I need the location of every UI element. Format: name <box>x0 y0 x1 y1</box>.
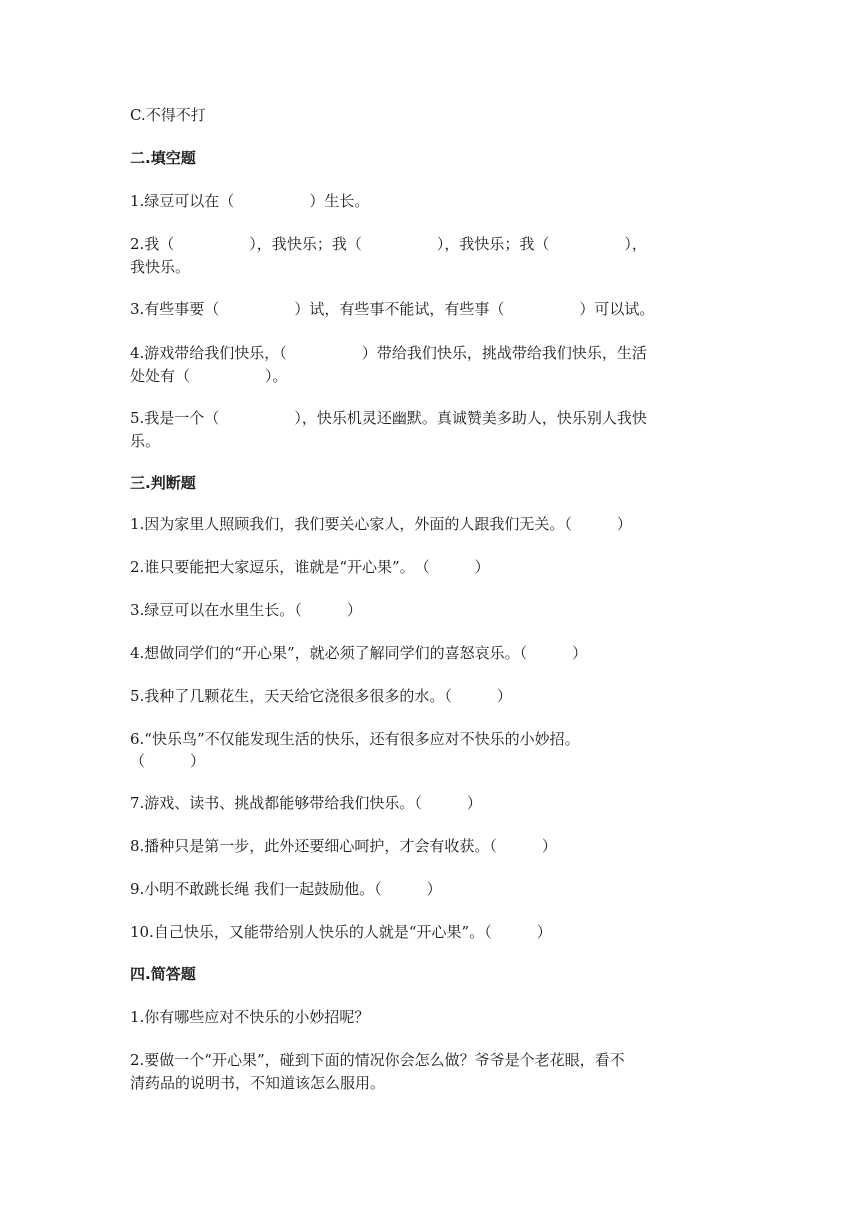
true-false-question-1: 1.因为家里人照顾我们，我们要关心家人，外面的人跟我们无关。（ ） <box>130 515 632 533</box>
true-false-question-9: 9.小明不敢跳长绳 我们一起鼓励他。（ ） <box>130 880 442 898</box>
true-false-question-3: 3.绿豆可以在水里生长。（ ） <box>130 601 362 619</box>
true-false-question-10: 10.自己快乐，又能带给别人快乐的人就是“开心果”。（ ） <box>130 923 552 941</box>
section-heading-short-answer: 四.简答题 <box>130 965 196 983</box>
fill-blank-question-4: 4.游戏带给我们快乐，（ ）带给我们快乐，挑战带给我们快乐，生活 <box>130 344 647 362</box>
fill-blank-question-2: 2.我（ ），我快乐；我（ ），我快乐；我（ ）， <box>130 235 647 253</box>
short-answer-question-2-cont: 清药品的说明书，不知道该怎么服用。 <box>130 1074 386 1092</box>
short-answer-question-1: 1.你有哪些应对不快乐的小妙招呢？ <box>130 1008 370 1026</box>
fill-blank-question-2-cont: 我快乐。 <box>130 258 191 276</box>
true-false-question-2: 2.谁只要能把大家逗乐，谁就是“开心果”。 （ ） <box>130 558 490 576</box>
true-false-question-8: 8.播种只是第一步，此外还要细心呵护，才会有收获。（ ） <box>130 837 557 855</box>
true-false-question-6: 6.“快乐鸟”不仅能发现生活的快乐，还有很多应对不快乐的小妙招。 <box>130 730 580 748</box>
true-false-question-7: 7.游戏、读书、挑战都能够带给我们快乐。（ ） <box>130 794 482 812</box>
short-answer-question-2: 2.要做一个“开心果”，碰到下面的情况你会怎么做？爷爷是个老花眼，看不 <box>130 1051 625 1069</box>
fill-blank-question-3: 3.有些事要（ ）试，有些事不能试，有些事（ ）可以试。 <box>130 300 655 318</box>
option-c: C.不得不打 <box>130 106 206 124</box>
true-false-question-5: 5.我种了几颗花生，天天给它浇很多很多的水。（ ） <box>130 687 512 705</box>
true-false-question-4: 4.想做同学们的“开心果”，就必须了解同学们的喜怒哀乐。（ ） <box>130 644 588 662</box>
fill-blank-question-5: 5.我是一个（ ），快乐机灵还幽默。真诚赞美多助人，快乐别人我快 <box>130 409 647 427</box>
fill-blank-question-4-cont: 处处有（ ）。 <box>130 367 288 385</box>
section-heading-fill-blank: 二.填空题 <box>130 149 196 167</box>
fill-blank-question-5-cont: 乐。 <box>130 432 161 450</box>
fill-blank-question-1: 1.绿豆可以在（ ）生长。 <box>130 192 370 210</box>
true-false-question-6-cont: （ ） <box>130 752 206 770</box>
section-heading-true-false: 三.判断题 <box>130 474 196 492</box>
